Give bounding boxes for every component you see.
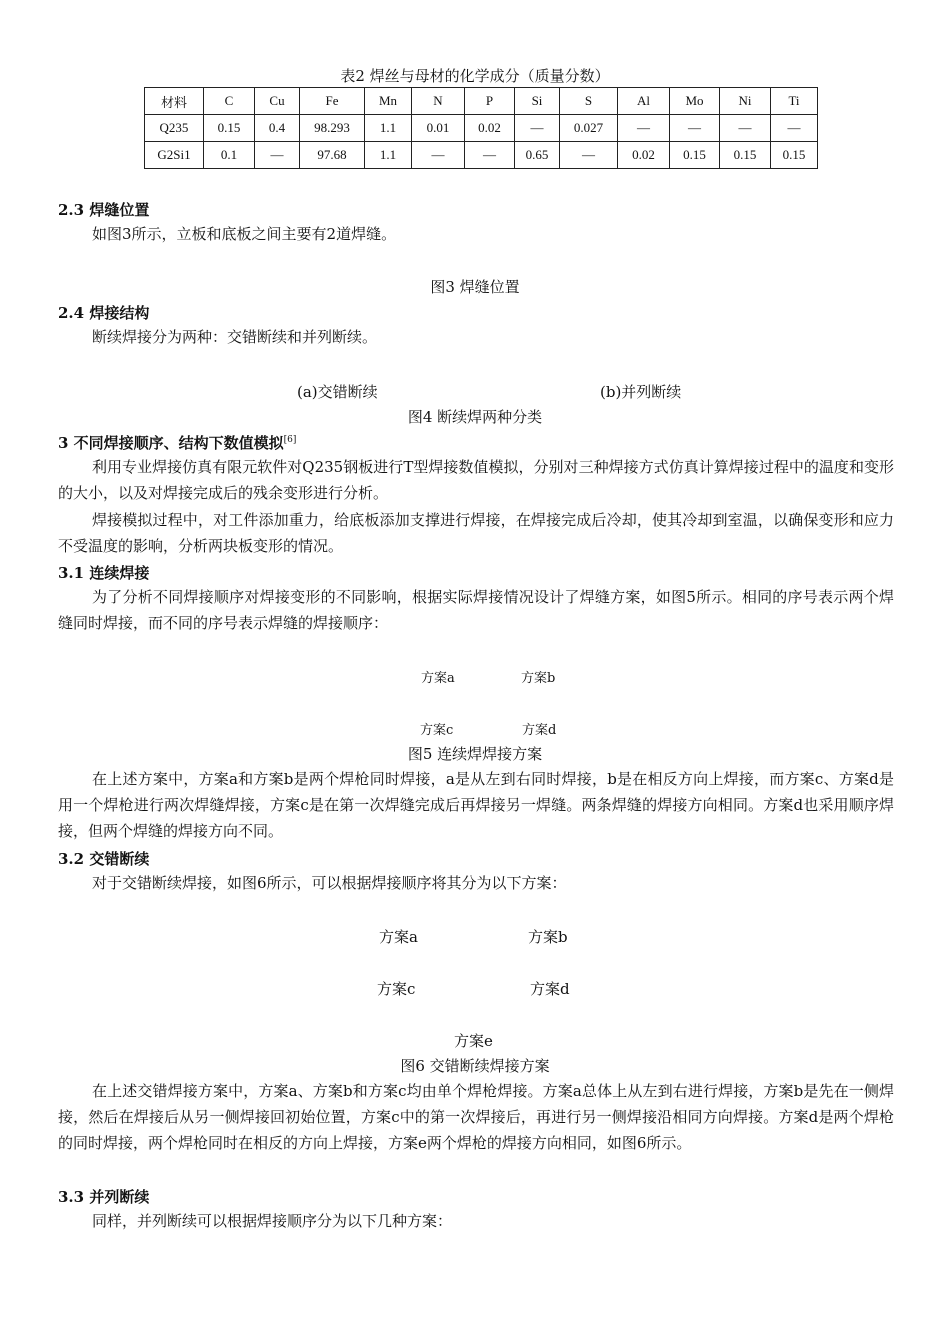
table-cell: 0.01 (412, 115, 465, 142)
table-cell: 0.027 (560, 115, 618, 142)
table-header-cell: 材料 (145, 88, 204, 115)
table-header-cell: Ti (771, 88, 818, 115)
table-cell: — (618, 115, 670, 142)
table-cell: — (560, 142, 618, 169)
figure-6-label-d: 方案d (530, 980, 570, 998)
paragraph: 利用专业焊接仿真有限元软件对Q235钢板进行T型焊接数值模拟，分别对三种焊接方式仿真计算焊接过程中的温度和变形的大小，以及对焊接完成后的残余变形进行分析。 (58, 458, 894, 502)
table-cell: 97.68 (300, 142, 365, 169)
table-header-cell: Si (515, 88, 560, 115)
table-header-cell: Fe (300, 88, 365, 115)
figure-4-subcaption-a: (a)交错断续 (297, 383, 378, 401)
figure-5-label-d: 方案d (522, 723, 557, 738)
paragraph: 如图3所示，立板和底板之间主要有2道焊缝。 (92, 225, 397, 243)
figure-5-label-b: 方案b (521, 671, 556, 686)
table-cell: 0.15 (204, 115, 255, 142)
citation-reference[interactable]: [6] (283, 435, 297, 445)
figure-5-label-c: 方案c (420, 723, 454, 738)
section-heading-3-2: 3.2 交错断续 (58, 850, 150, 868)
paragraph: 同样，并列断续可以根据焊接顺序分为以下几种方案： (92, 1212, 453, 1230)
table-cell: 0.1 (204, 142, 255, 169)
section-heading-2-4: 2.4 焊接结构 (58, 304, 150, 322)
figure-6-label-e: 方案e (454, 1032, 493, 1050)
section-heading-3-3: 3.3 并列断续 (58, 1188, 150, 1206)
paragraph: 对于交错断续焊接，如图6所示，可以根据焊接顺序将其分为以下方案： (92, 874, 567, 892)
table-cell: 0.15 (771, 142, 818, 169)
table-cell: 0.15 (720, 142, 771, 169)
table-cell: 0.02 (618, 142, 670, 169)
chemical-composition-table (144, 87, 818, 169)
table-cell: 0.02 (465, 115, 515, 142)
table-header-cell: Mn (365, 88, 412, 115)
figure-6-label-a: 方案a (379, 928, 418, 946)
table-cell: — (670, 115, 720, 142)
figure-3-caption: 图3 焊缝位置 (430, 278, 520, 296)
table-header-cell: C (204, 88, 255, 115)
table-cell: Q235 (145, 115, 204, 142)
figure-6-caption: 图6 交错断续焊接方案 (400, 1057, 550, 1075)
table-cell: 0.4 (255, 115, 300, 142)
paragraph: 在上述方案中，方案a和方案b是两个焊枪同时焊接，a是从左到右同时焊接，b是在相反方向上焊接，而方案c、方案d是用一个焊枪进行两次焊缝焊接，方案c是在第一次焊缝完成后再焊接另一焊缝。两条焊缝的焊接方向相同。方案d也采用顺序焊接，但两个焊缝的焊接方向不同。 (58, 770, 894, 840)
paragraph: 在上述交错焊接方案中，方案a、方案b和方案c均由单个焊枪焊接。方案a总体上从左到右进行焊接，方案b是先在一侧焊接，然后在焊接后从另一侧焊接回初始位置，方案c中的第一次焊接后，再进行另一侧焊接沿相同方向焊接。方案d是两个焊枪的同时焊接，两个焊枪同时在相反的方向上焊接，方案e两个焊枪的焊接方向相同，如图6所示。 (58, 1082, 894, 1152)
figure-4-subcaption-b: (b)并列断续 (600, 383, 682, 401)
table-cell: — (465, 142, 515, 169)
table-header-row (145, 88, 818, 115)
section-heading-3-text: 3 不同焊接顺序、结构下数值模拟 (58, 434, 284, 452)
table-cell: G2Si1 (145, 142, 204, 169)
table-cell: — (771, 115, 818, 142)
paragraph: 为了分析不同焊接顺序对焊接变形的不同影响，根据实际焊接情况设计了焊缝方案，如图5所示。相同的序号表示两个焊缝同时焊接，而不同的序号表示焊缝的焊接顺序： (58, 588, 894, 632)
paragraph: 焊接模拟过程中，对工件添加重力，给底板添加支撑进行焊接，在焊接完成后冷却，使其冷却到室温，以确保变形和应力不受温度的影响，分析两块板变形的情况。 (58, 511, 894, 555)
table-header-cell: P (465, 88, 515, 115)
table-caption: 表2 焊丝与母材的化学成分（质量分数） (340, 67, 610, 85)
table-cell: 1.1 (365, 115, 412, 142)
table-cell: — (515, 115, 560, 142)
table-header-cell: N (412, 88, 465, 115)
table-cell: 1.1 (365, 142, 412, 169)
table-cell: 98.293 (300, 115, 365, 142)
table-header-cell: Al (618, 88, 670, 115)
table-header-cell: Mo (670, 88, 720, 115)
section-heading-2-3: 2.3 焊缝位置 (58, 201, 150, 219)
paragraph: 断续焊接分为两种：交错断续和并列断续。 (92, 328, 378, 346)
section-heading-3 (58, 432, 296, 453)
table-header-cell: Ni (720, 88, 771, 115)
table-row (145, 142, 818, 169)
table-cell: — (412, 142, 465, 169)
section-heading-3-1: 3.1 连续焊接 (58, 564, 150, 582)
table-header-cell: S (560, 88, 618, 115)
table-header-cell: Cu (255, 88, 300, 115)
table-cell: 0.15 (670, 142, 720, 169)
table-cell: — (255, 142, 300, 169)
table-cell: 0.65 (515, 142, 560, 169)
figure-5-caption: 图5 连续焊焊接方案 (407, 745, 543, 763)
table-row (145, 115, 818, 142)
figure-4-caption: 图4 断续焊两种分类 (407, 408, 543, 426)
figure-5-label-a: 方案a (421, 671, 455, 686)
table-cell: — (720, 115, 771, 142)
figure-6-label-c: 方案c (377, 980, 416, 998)
figure-6-label-b: 方案b (528, 928, 568, 946)
